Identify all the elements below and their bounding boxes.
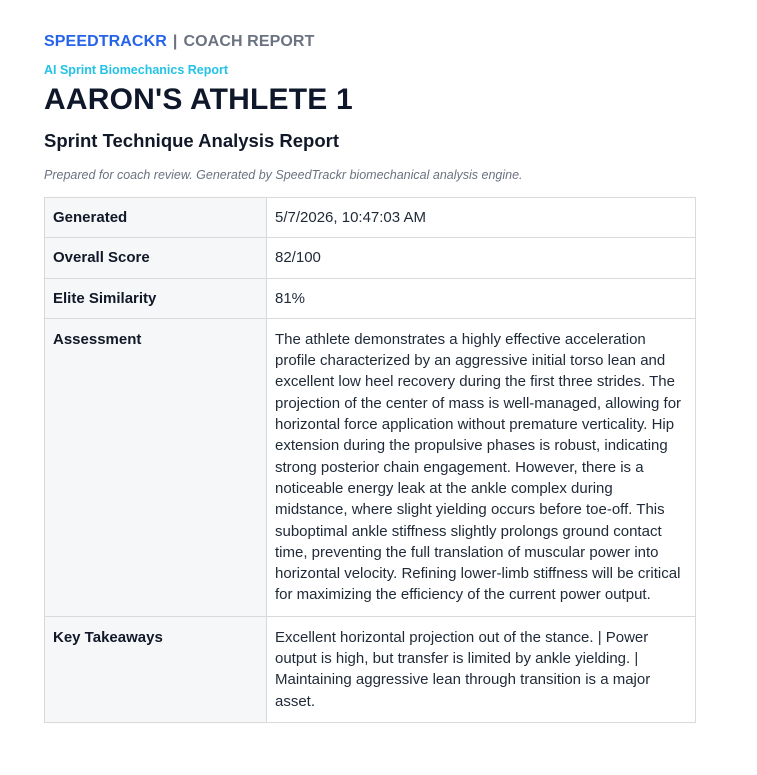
row-label: Assessment xyxy=(45,318,267,616)
row-label: Generated xyxy=(45,198,267,238)
row-value: 5/7/2026, 10:47:03 AM xyxy=(267,198,696,238)
report-subtitle: Sprint Technique Analysis Report xyxy=(44,130,340,151)
row-value: The athlete demonstrates a highly effective acceleration profile characterized by an aggressive initial torso lean and excellent low heel recovery during the first three strides. The projection of the center of mass is well-managed, allowing for horizontal force application without premature verticality. Hip extension during the propulsive phases is robust, indicating strong posterior chain engagement. However, there is a noticeable energy leak at the ankle complex during midstance, where slight yielding occurs before toe-off. This suboptimal ankle stiffness slightly prolongs ground contact time, preventing the full translation of muscular power into horizontal velocity. Refining lower-limb stiffness will be critical for maximizing the efficiency of the current power output. xyxy=(267,318,696,616)
table-row-assessment xyxy=(45,318,696,616)
table-row-elite-similarity xyxy=(45,278,696,318)
row-value: Excellent horizontal projection out of the stance. | Power output is high, but transfer is limited by ankle yielding. | Maintaining aggressive lean through transition is a major asset. xyxy=(267,616,696,722)
table-row-key-takeaways xyxy=(45,616,696,722)
prepared-note: Prepared for coach review. Generated by SpeedTrackr biomechanical analysis engine. xyxy=(44,168,523,182)
row-value: 82/100 xyxy=(267,238,696,278)
brand-separator: | xyxy=(172,33,178,50)
brand-name: SPEEDTRACKR xyxy=(44,33,167,50)
report-details-table xyxy=(44,197,696,723)
table-row-generated xyxy=(45,198,696,238)
row-label: Elite Similarity xyxy=(45,278,267,318)
row-label: Overall Score xyxy=(45,238,267,278)
section-label: COACH REPORT xyxy=(183,33,315,50)
table-row-overall-score xyxy=(45,238,696,278)
row-value: 81% xyxy=(267,278,696,318)
row-label: Key Takeaways xyxy=(45,616,267,722)
report-kicker: AI Sprint Biomechanics Report xyxy=(44,63,229,77)
brand-header xyxy=(44,33,314,51)
page-title: AARON'S ATHLETE 1 xyxy=(44,83,353,116)
